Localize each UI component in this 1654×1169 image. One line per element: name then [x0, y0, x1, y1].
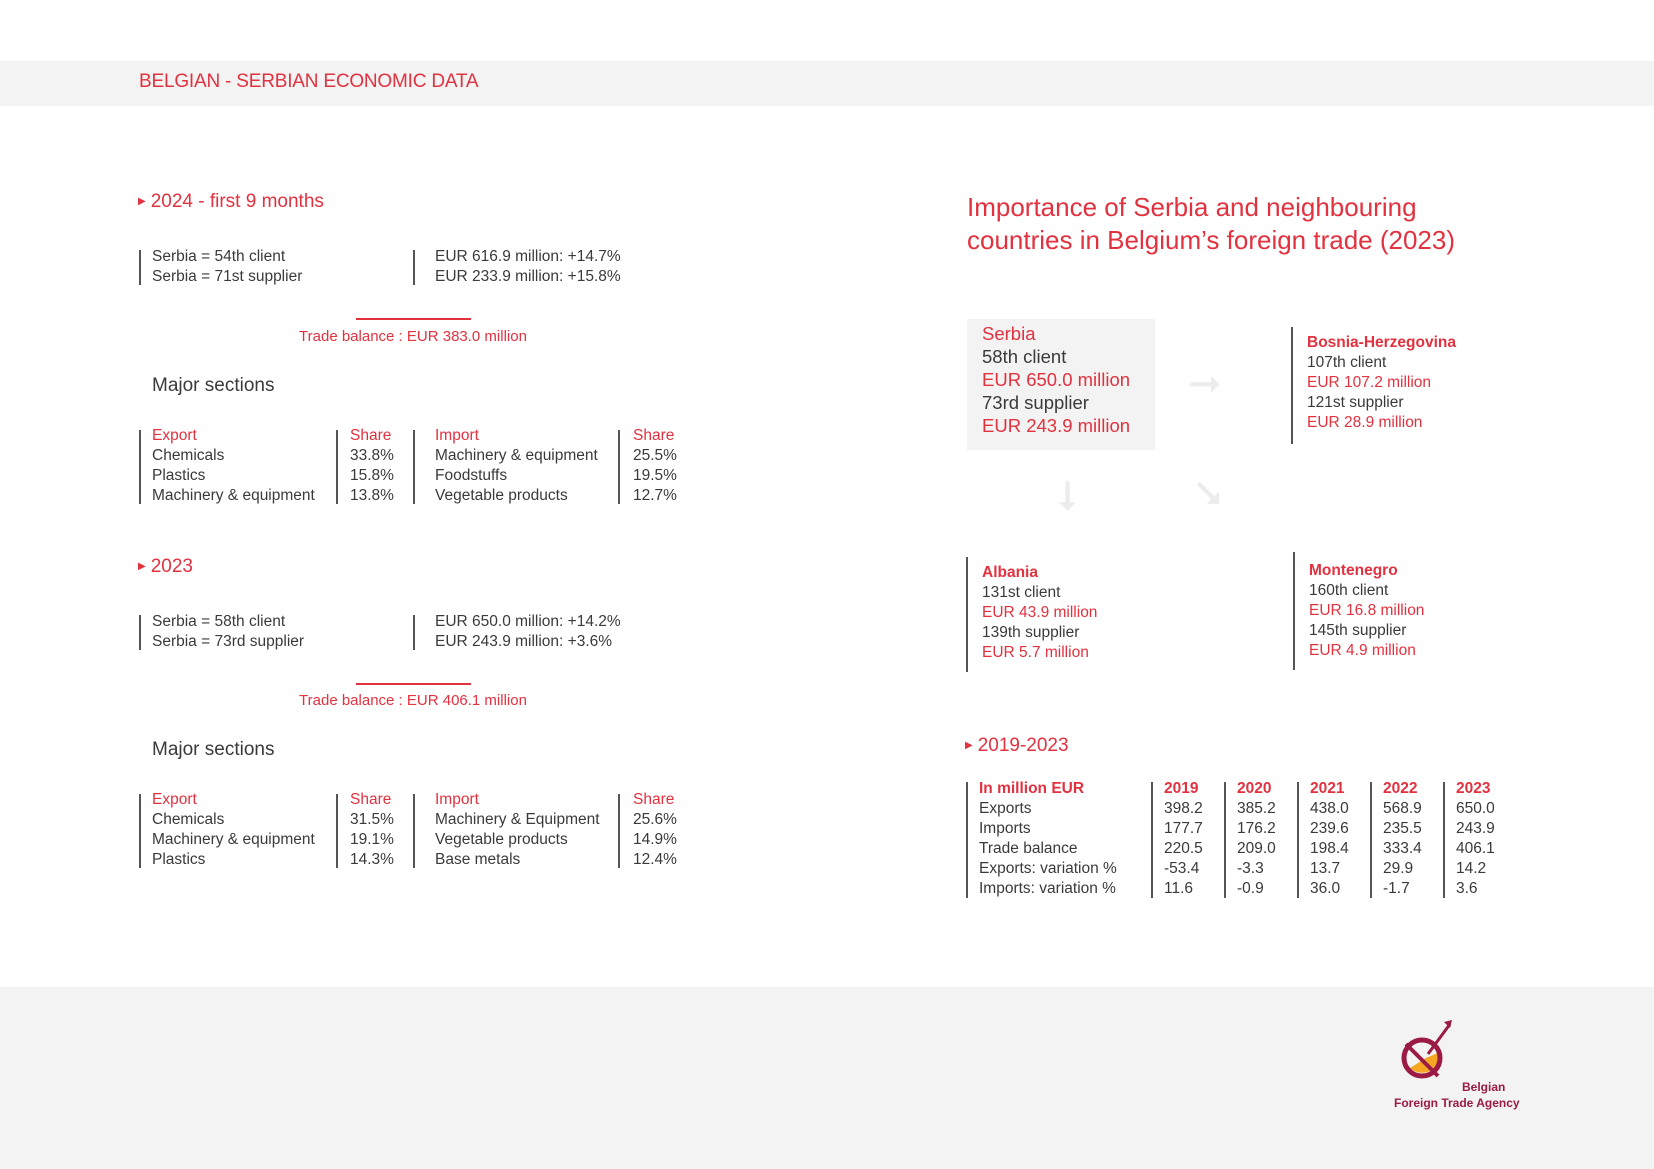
history-year-header: 2019	[1164, 780, 1199, 797]
montenegro-supplier-rank: 145th supplier	[1309, 622, 1407, 639]
history-cell: 333.4	[1383, 840, 1422, 857]
history-cell: 406.1	[1456, 840, 1495, 857]
export-item: Chemicals	[152, 447, 225, 464]
serbia-supplier-rank: 73rd supplier	[982, 392, 1089, 413]
history-cell: 568.9	[1383, 800, 1422, 817]
country-bosnia	[1307, 333, 1456, 433]
history-row-label: Exports: variation %	[979, 860, 1117, 877]
share-header: Share	[350, 791, 392, 808]
bosnia-client-rank: 107th client	[1307, 354, 1387, 371]
import-header: Import	[435, 427, 479, 444]
montenegro-name: Montenegro	[1309, 562, 1398, 579]
history-cell: 176.2	[1237, 820, 1276, 837]
divider-line	[966, 782, 968, 898]
arrow-diagonal-icon: ➞	[1181, 465, 1237, 521]
export-share: 14.3%	[350, 851, 394, 868]
import-item: Machinery & Equipment	[435, 811, 600, 828]
serbia-client-rank: 58th client	[982, 346, 1067, 367]
montenegro-client-rank: 160th client	[1309, 582, 1389, 599]
export-header: Export	[152, 791, 197, 808]
bfta-logo-icon	[1390, 1018, 1460, 1088]
divider-line	[1224, 782, 1226, 898]
import-item: Vegetable products	[435, 831, 568, 848]
bosnia-supplier-value: EUR 28.9 million	[1307, 414, 1423, 431]
import-share: 12.4%	[633, 851, 677, 868]
country-montenegro	[1309, 561, 1424, 661]
albania-client-value: EUR 43.9 million	[982, 604, 1098, 621]
divider-line	[1443, 782, 1445, 898]
history-cell: 220.5	[1164, 840, 1203, 857]
exports-value-2024: EUR 616.9 million: +14.7%	[435, 248, 621, 265]
importance-title: Importance of Serbia and neighbouring countries in Belgium’s foreign trade (2023)	[967, 192, 1456, 255]
history-row-label: Trade balance	[979, 840, 1078, 857]
arrow-right-icon: ➞	[1188, 362, 1222, 406]
client-rank-2023: Serbia = 58th client	[152, 613, 286, 630]
imports-value-2024: EUR 233.9 million: +15.8%	[435, 268, 621, 285]
divider-line	[413, 794, 415, 868]
serbia-box	[967, 319, 1155, 450]
logo-text-line2: Foreign Trade Agency	[1394, 1096, 1520, 1110]
history-cell: 177.7	[1164, 820, 1203, 837]
exports-value-2023: EUR 650.0 million: +14.2%	[435, 613, 621, 630]
history-cell: 13.7	[1310, 860, 1341, 877]
section-heading-history	[965, 735, 1069, 757]
divider-line	[139, 615, 141, 650]
export-share: 33.8%	[350, 447, 394, 464]
history-cell: 198.4	[1310, 840, 1349, 857]
history-cell: -53.4	[1164, 860, 1200, 877]
client-rank-2024: Serbia = 54th client	[152, 248, 286, 265]
history-year-header: 2020	[1237, 780, 1272, 797]
history-cell: 438.0	[1310, 800, 1349, 817]
montenegro-supplier-value: EUR 4.9 million	[1309, 642, 1416, 659]
import-header: Import	[435, 791, 479, 808]
history-year-header: 2021	[1310, 780, 1345, 797]
export-header: Export	[152, 427, 197, 444]
albania-supplier-rank: 139th supplier	[982, 624, 1080, 641]
major-sections-title-2024: Major sections	[152, 375, 275, 396]
divider-line	[413, 615, 415, 650]
albania-client-rank: 131st client	[982, 584, 1061, 601]
export-share: 19.1%	[350, 831, 394, 848]
history-cell: 650.0	[1456, 800, 1495, 817]
section-heading-history-text: 2019-2023	[977, 735, 1069, 756]
export-item: Plastics	[152, 467, 206, 484]
history-row-label: Imports	[979, 820, 1031, 837]
divider-line	[966, 557, 968, 672]
import-share: 12.7%	[633, 487, 677, 504]
import-share: 19.5%	[633, 467, 677, 484]
share-header: Share	[350, 427, 392, 444]
divider-line	[1370, 782, 1372, 898]
history-cell: 385.2	[1237, 800, 1276, 817]
history-cell: 11.6	[1164, 880, 1194, 897]
import-share: 25.5%	[633, 447, 677, 464]
trade-balance-rule	[356, 318, 471, 320]
divider-line	[336, 430, 338, 504]
bfta-logo	[1390, 1018, 1520, 1118]
history-cell: 239.6	[1310, 820, 1349, 837]
divider-line	[139, 794, 141, 868]
history-cell: 235.5	[1383, 820, 1422, 837]
history-cell: -1.7	[1383, 880, 1410, 897]
trade-balance-2023: Trade balance : EUR 406.1 million	[299, 692, 527, 709]
bosnia-supplier-rank: 121st supplier	[1307, 394, 1404, 411]
logo-text-line1: Belgian	[1462, 1080, 1506, 1094]
supplier-rank-2023: Serbia = 73rd supplier	[152, 633, 305, 650]
trade-balance-rule	[356, 683, 471, 685]
history-year-header: 2022	[1383, 780, 1418, 797]
divider-line	[413, 430, 415, 504]
import-share: 14.9%	[633, 831, 677, 848]
export-item: Machinery & equipment	[152, 487, 315, 504]
divider-line	[139, 250, 141, 285]
divider-line	[1151, 782, 1153, 898]
divider-line	[413, 250, 415, 285]
divider-line	[618, 794, 620, 868]
albania-supplier-value: EUR 5.7 million	[982, 644, 1089, 661]
export-item: Plastics	[152, 851, 206, 868]
serbia-name: Serbia	[982, 323, 1036, 344]
arrow-down-icon: ➞	[1045, 479, 1090, 513]
divider-line	[1297, 782, 1299, 898]
divider-line	[1293, 552, 1295, 670]
history-cell: 14.2	[1456, 860, 1487, 877]
history-cell: 243.9	[1456, 820, 1495, 837]
export-item: Machinery & equipment	[152, 831, 315, 848]
section-heading-2024	[138, 191, 324, 213]
major-sections-title-2023: Major sections	[152, 739, 275, 760]
section-heading-2023-text: 2023	[150, 556, 193, 577]
trade-balance-2024: Trade balance : EUR 383.0 million	[299, 328, 527, 345]
share-header: Share	[633, 791, 675, 808]
bosnia-name: Bosnia-Herzegovina	[1307, 334, 1457, 351]
serbia-supplier-value: EUR 243.9 million	[982, 415, 1131, 436]
divider-line	[139, 430, 141, 504]
history-cell: 29.9	[1383, 860, 1414, 877]
albania-name: Albania	[982, 564, 1038, 581]
export-item: Chemicals	[152, 811, 225, 828]
divider-line	[618, 430, 620, 504]
history-cell: -0.9	[1237, 880, 1264, 897]
country-albania	[982, 563, 1097, 663]
import-item: Machinery & equipment	[435, 447, 598, 464]
history-unit-label: In million EUR	[979, 780, 1085, 797]
history-cell: 36.0	[1310, 880, 1341, 897]
import-item: Foodstuffs	[435, 467, 508, 484]
export-share: 13.8%	[350, 487, 394, 504]
history-row-label: Imports: variation %	[979, 880, 1116, 897]
history-row-label: Exports	[979, 800, 1032, 817]
imports-value-2023: EUR 243.9 million: +3.6%	[435, 633, 613, 650]
divider-line	[336, 794, 338, 868]
bullet-triangle-icon: ▶	[138, 196, 146, 207]
document-title: BELGIAN - SERBIAN ECONOMIC DATA	[139, 71, 479, 92]
share-header: Share	[633, 427, 675, 444]
history-cell: 398.2	[1164, 800, 1203, 817]
supplier-rank-2024: Serbia = 71st supplier	[152, 268, 303, 285]
section-heading-2023	[138, 556, 193, 578]
section-heading-2024-text: 2024 - first 9 months	[150, 191, 324, 212]
history-cell: 3.6	[1456, 880, 1478, 897]
montenegro-client-value: EUR 16.8 million	[1309, 602, 1425, 619]
serbia-client-value: EUR 650.0 million	[982, 369, 1131, 390]
bullet-triangle-icon: ▶	[965, 740, 973, 751]
history-cell: 209.0	[1237, 840, 1276, 857]
divider-line	[1291, 327, 1293, 444]
history-year-header: 2023	[1456, 780, 1491, 797]
import-share: 25.6%	[633, 811, 677, 828]
history-cell: -3.3	[1237, 860, 1264, 877]
export-share: 15.8%	[350, 467, 394, 484]
import-item: Base metals	[435, 851, 521, 868]
import-item: Vegetable products	[435, 487, 568, 504]
bullet-triangle-icon: ▶	[138, 561, 146, 572]
bosnia-client-value: EUR 107.2 million	[1307, 374, 1432, 391]
export-share: 31.5%	[350, 811, 394, 828]
